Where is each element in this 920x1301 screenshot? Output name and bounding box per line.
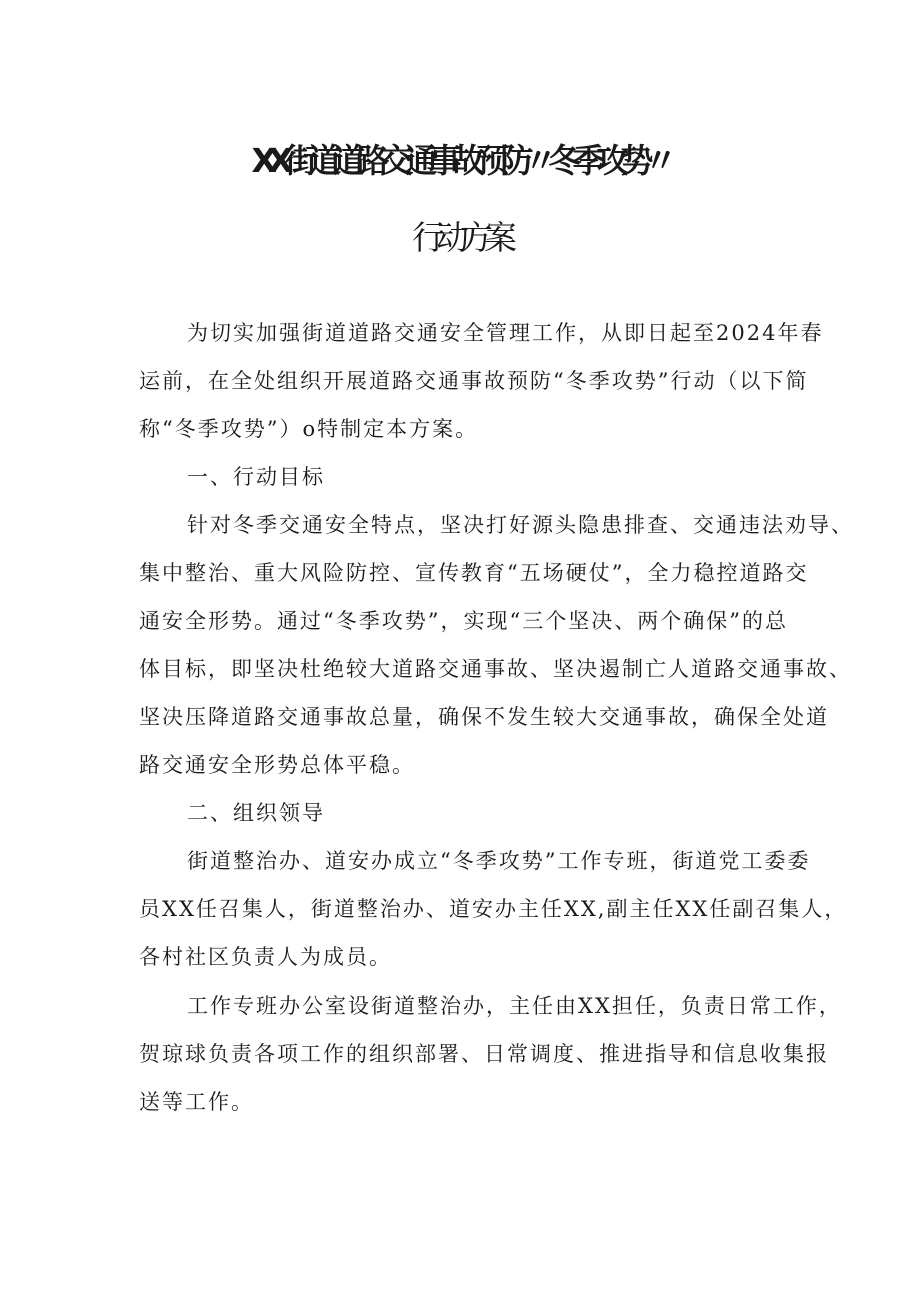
document-title: XX街道道路交通事故预防〃冬季攻势〃 [251,141,669,180]
paragraph-objectives-line-4: 体目标，即坚决杜绝较大道路交通事故、坚决遏制亡人道路交通事故、 [139,657,852,681]
paragraph-objectives-line-5: 坚决压降道路交通事故总量，确保不发生较大交通事故，确保全处道 [139,705,829,729]
section-heading-objectives: 一、行动目标 [187,465,325,489]
paragraph-organization-line-1: 街道整治办、道安办成立“冬季攻势”工作专班，街道党工委委 [187,849,811,873]
paragraph-objectives-line-2: 集中整治、重大风险防控、宣传教育“五场硬仗”，全力稳控道路交 [139,561,809,585]
paragraph-office-line-2: 贺琼球负责各项工作的组织部署、日常调度、推进指导和信息收集报 [139,1042,829,1066]
paragraph-organization-line-3: 各村社区负责人为成员。 [139,945,392,969]
paragraph-organization-line-2: 员XX任召集人，街道整治办、道安办主任XX,副主任XX任副召集人， [139,897,848,921]
paragraph-intro-line-3: 称“冬季攻势”）o特制定本方案。 [139,417,479,441]
paragraph-objectives-line-1: 针对冬季交通安全特点，坚决打好源头隐患排查、交通违法劝导、 [187,513,854,537]
paragraph-office-line-3: 送等工作。 [139,1090,254,1114]
paragraph-objectives-line-3: 通安全形势。通过“冬季攻势”，实现“三个坚决、两个确保”的总 [139,609,788,633]
section-heading-organization: 二、组织领导 [187,801,325,825]
document-title-line-2: 行动方案 [412,218,508,257]
paragraph-office-line-1: 工作专班办公室设街道整治办，主任由XX担任，负责日常工作， [187,994,842,1018]
paragraph-intro-line-2: 运前，在全处组织开展道路交通事故预防“冬季攻势”行动（以下简 [139,369,809,393]
paragraph-intro-line-1: 为切实加强街道道路交通安全管理工作，从即日起至2024年春 [187,321,824,345]
paragraph-objectives-line-6: 路交通安全形势总体平稳。 [139,753,415,777]
